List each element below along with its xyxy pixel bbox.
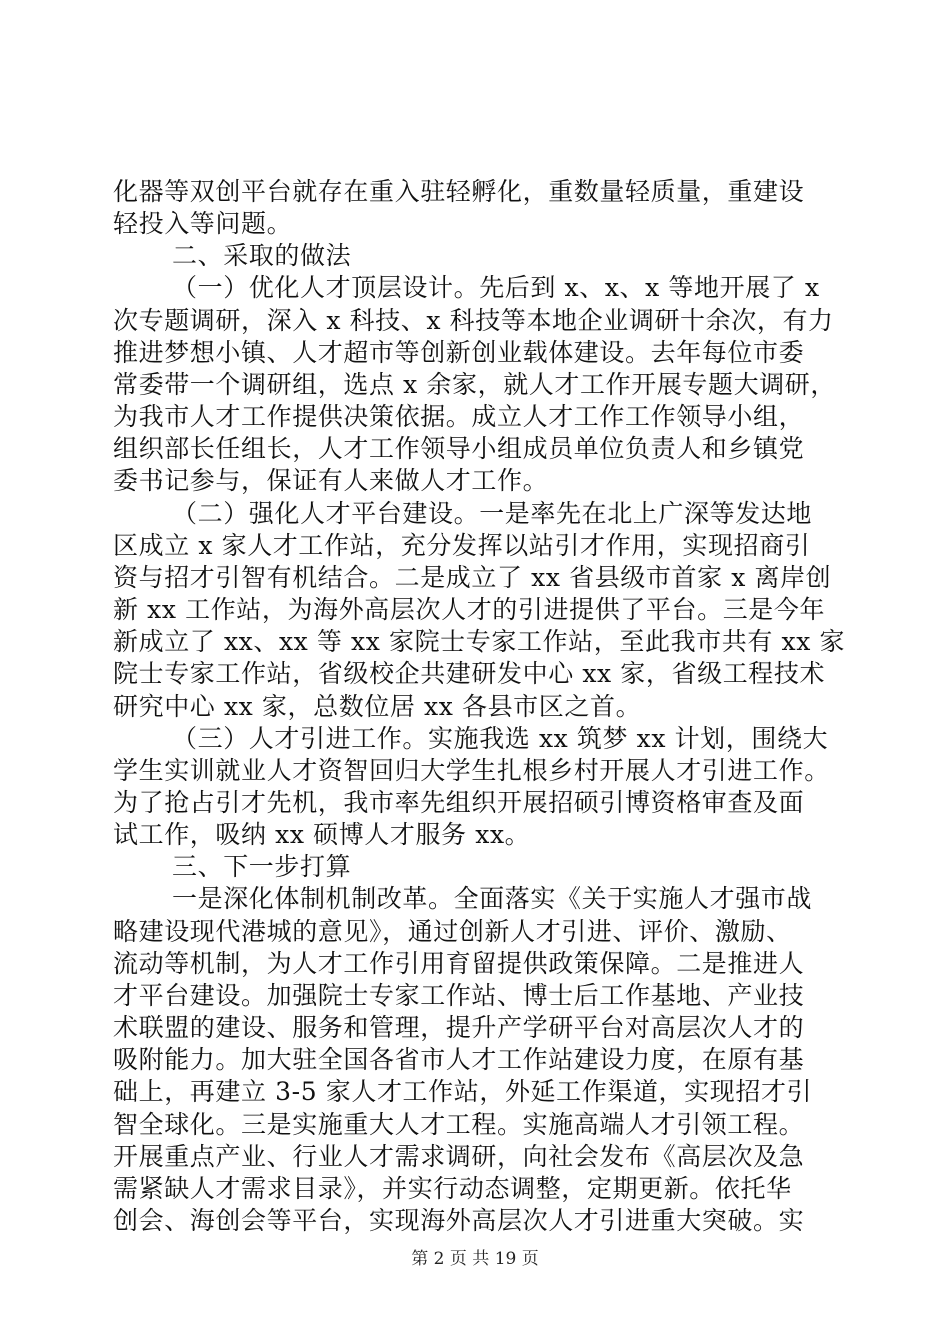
paragraph-line: 常委带一个调研组，选点 x 余家，就人才工作开展专题大调研， — [113, 370, 836, 399]
paragraph-line: 才平台建设。加强院士专家工作站、博士后工作基地、产业技 — [113, 981, 805, 1010]
paragraph-line: 新成立了 xx、xx 等 xx 家院士专家工作站，至此我市共有 xx 家 — [113, 627, 846, 656]
paragraph-line: 智全球化。三是实施重大人才工程。实施高端人才引领工程。 — [113, 1110, 805, 1139]
paragraph-line: 开展重点产业、行业人才需求调研，向社会发布《高层次及急 — [113, 1142, 805, 1171]
paragraph-line: 为了抢占引才先机，我市率先组织开展招硕引博资格审查及面 — [113, 788, 805, 817]
paragraph-line: （三）人才引进工作。实施我选 xx 筑梦 xx 计划，围绕大 — [172, 724, 829, 753]
paragraph-line: 流动等机制，为人才工作引用育留提供政策保障。二是推进人 — [113, 949, 805, 978]
paragraph-line: 资与招才引智有机结合。二是成立了 xx 省县级市首家 x 离岸创 — [113, 563, 832, 592]
page-footer: 第 2 页 共 19 页 — [411, 1249, 539, 1269]
paragraph-line: 试工作，吸纳 xx 硕博人才服务 xx。 — [113, 820, 531, 849]
paragraph-line: 委书记参与，保证有人来做人才工作。 — [113, 466, 549, 495]
section-heading: 二、采取的做法 — [172, 241, 352, 270]
paragraph-line: 推进梦想小镇、人才超市等创新创业载体建设。去年每位市委 — [113, 338, 805, 367]
paragraph-line: 化器等双创平台就存在重入驻轻孵化，重数量轻质量，重建设 — [113, 177, 805, 206]
paragraph-line: 础上，再建立 3-5 家人才工作站，外延工作渠道，实现招才引 — [113, 1077, 813, 1106]
paragraph-line: 创会、海创会等平台，实现海外高层次人才引进重大突破。实 — [113, 1206, 805, 1235]
paragraph-line: 为我市人才工作提供决策依据。成立人才工作工作领导小组， — [113, 402, 805, 431]
paragraph-line: 吸附能力。加大驻全国各省市人才工作站建设力度，在原有基 — [113, 1045, 805, 1074]
paragraph-line: 略建设现代港城的意见》，通过创新人才引进、评价、激励、 — [113, 917, 792, 946]
paragraph-line: 研究中心 xx 家，总数位居 xx 各县市区之首。 — [113, 692, 642, 721]
paragraph-line: 轻投入等问题。 — [113, 209, 293, 238]
paragraph-line: （一）优化人才顶层设计。先后到 x、x、x 等地开展了 x — [172, 273, 820, 302]
paragraph-line: 学生实训就业人才资智回归大学生扎根乡村开展人才引进工作。 — [113, 756, 830, 785]
paragraph-line: 术联盟的建设、服务和管理，提升产学研平台对高层次人才的 — [113, 1013, 805, 1042]
paragraph-line: （二）强化人才平台建设。一是率先在北上广深等发达地 — [172, 499, 813, 528]
paragraph-line: 需紧缺人才需求目录》，并实行动态调整，定期更新。依托华 — [113, 1174, 792, 1203]
paragraph-line: 院士专家工作站，省级校企共建研发中心 xx 家，省级工程技术 — [113, 659, 826, 688]
paragraph-line: 新 xx 工作站，为海外高层次人才的引进提供了平台。三是今年 — [113, 595, 826, 624]
paragraph-line: 次专题调研，深入 x 科技、x 科技等本地企业调研十余次，有力 — [113, 306, 834, 335]
section-heading: 三、下一步打算 — [172, 852, 352, 881]
paragraph-line: 一是深化体制机制改革。全面落实《关于实施人才强市战 — [172, 884, 813, 913]
paragraph-line: 组织部长任组长，人才工作领导小组成员单位负责人和乡镇党 — [113, 434, 805, 463]
paragraph-line: 区成立 x 家人才工作站，充分发挥以站引才作用，实现招商引 — [113, 531, 811, 560]
